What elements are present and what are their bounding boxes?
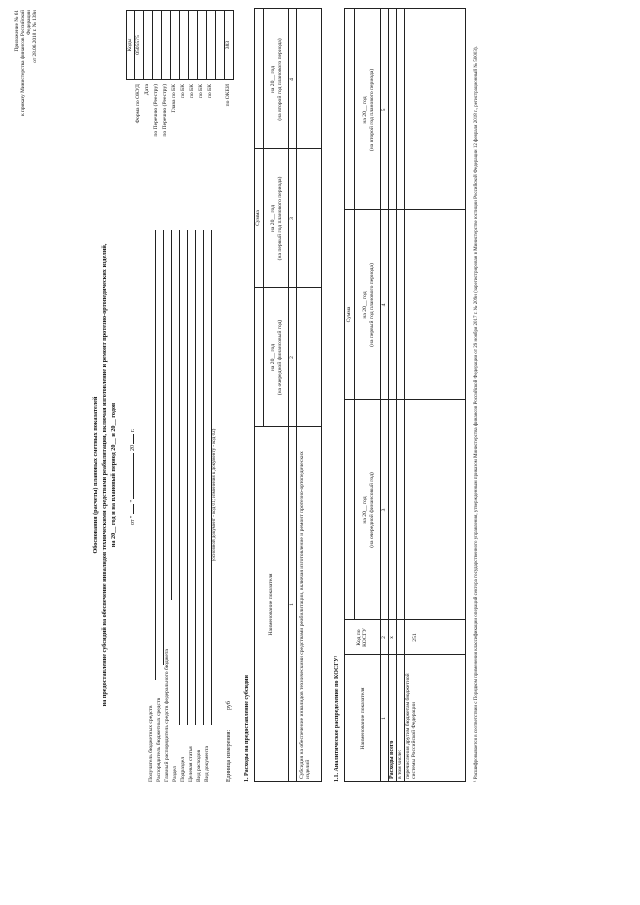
code-label-bk-1: по БК bbox=[180, 84, 186, 99]
code-label-chapter-bk: Глава по БК bbox=[171, 84, 177, 113]
s1-col-3-top: на 20__ год bbox=[270, 204, 276, 233]
unit-value: руб bbox=[226, 701, 232, 710]
s11-num-2: 2 bbox=[381, 636, 387, 639]
appendix-note bbox=[14, 10, 38, 125]
code-value-okei: 383 bbox=[225, 40, 231, 50]
s11-num-1: 1 bbox=[381, 717, 387, 720]
s11-row-total: Расходы всего bbox=[389, 740, 395, 779]
section-1-title: 1. Расходы на предоставление субсидии bbox=[244, 675, 250, 782]
s11-row-total-code: x bbox=[389, 636, 395, 639]
footnote: ¹ Расшифровывается в соответствии с Порядком применения классификации операций сектора государственного управления, утвержденным приказом Министерства финансов Российской Федерации от 29 ноября 2017 г. № 209н (зарегистрирован в Министерстве юстиции Российской Федерации 12 февраля 2018 г., регистрационный № 50003). bbox=[474, 46, 479, 782]
field-target-article: Целевая статья bbox=[188, 746, 194, 782]
s1-num-3: 3 bbox=[289, 217, 295, 220]
field-section: Раздел bbox=[172, 766, 178, 782]
appendix-line-3: от 28.06.2018 г. № 139н bbox=[32, 10, 39, 63]
code-label-bk-4: по БК bbox=[207, 84, 213, 99]
s1-col-2-bottom: (на очередной финансовый год) bbox=[277, 319, 283, 396]
s1-col-3-bottom: (на первый год планового периода) bbox=[277, 176, 283, 261]
field-recipient: Получатель бюджетных средств bbox=[148, 705, 154, 782]
section-1-1-title: 1.1. Аналитическое распределение по КОСГУ¹ bbox=[334, 655, 340, 782]
s11-col-5-top: на 20__ год bbox=[362, 96, 368, 124]
s11-num-4: 4 bbox=[381, 303, 387, 307]
s11-row-including: в том числе: bbox=[397, 749, 403, 779]
s1-sum-header: Сумма bbox=[255, 210, 261, 226]
title-line-1: Обоснования (расчеты) плановых сметных показателей bbox=[92, 396, 99, 554]
s11-col-3-top: на 20__ год bbox=[362, 496, 368, 524]
s11-col-3-bottom: (на очередной финансовый год) bbox=[369, 472, 375, 548]
s11-num-5: 5 bbox=[381, 108, 387, 112]
s1-num-1: 1 bbox=[289, 603, 295, 606]
code-label-registry-1: по Перечню (Реестру) bbox=[153, 84, 159, 137]
code-label-registry-2: по Перечню (Реестру) bbox=[162, 84, 168, 137]
date-year-prefix: 20 bbox=[130, 445, 136, 452]
s11-sum-header: Сумма bbox=[346, 306, 352, 323]
s11-row-transfers: перечисления другим бюджетам бюджетной системы Российской Федерации bbox=[405, 673, 418, 779]
s11-col-code: Код по КОСГУ bbox=[356, 628, 369, 647]
s1-col-2-top: на 20__ год bbox=[270, 343, 276, 372]
codes-header: Коды bbox=[127, 38, 133, 52]
appendix-line-2: к приказу Министерства финансов Российской Федерации bbox=[20, 10, 33, 116]
code-label-bk-2: по БК bbox=[189, 84, 195, 99]
code-label-bk-3: по БК bbox=[198, 84, 204, 99]
title-line-3: на 20__ год и на плановый период 20__ и 20__ годов bbox=[110, 402, 117, 548]
s1-row-subsidy: Субсидия на обеспечение инвалидов техническими средствами реабилитации, включая изготовление и ремонт протезно-ортопедических изделий bbox=[299, 451, 312, 779]
title-line-2: на предоставление субсидий на обеспечение инвалидов техническими средствами реабилитации, включая изготовление и ремонт протезно-ортопедических изделий, bbox=[101, 243, 108, 707]
code-label-date: Дата bbox=[144, 84, 150, 96]
field-expense-type: Вид расходов bbox=[196, 749, 202, 782]
field-chief-distributor: Главный распорядитель средств федерального бюджета bbox=[164, 649, 170, 782]
unit-label: Единица измерения: bbox=[226, 729, 232, 782]
field-subsection: Подраздел bbox=[180, 756, 186, 782]
codes-value-box bbox=[134, 10, 234, 80]
s1-num-2: 2 bbox=[289, 356, 295, 359]
s11-col-5-bottom: (на второй год планового периода) bbox=[369, 68, 375, 152]
doc-type-note: (основной документ - код 01; изменения к документу - код 02) bbox=[212, 428, 217, 562]
appendix-line-1: Приложение № 61 bbox=[14, 10, 20, 52]
s11-row-transfers-code: 251 bbox=[412, 633, 418, 642]
field-document-type: Вид документа bbox=[204, 746, 210, 782]
code-value-okud: 0505575 bbox=[135, 35, 141, 55]
date-from: от " bbox=[130, 515, 136, 525]
s1-col-4-bottom: (на второй год планового периода) bbox=[277, 38, 283, 121]
s11-col-4-top: на 20__ год bbox=[362, 291, 368, 319]
code-label-okei: по ОКЕИ bbox=[225, 84, 231, 107]
s11-col-4-bottom: (на первый год планового периода) bbox=[369, 263, 375, 347]
s1-col-4-top: на 20__ год bbox=[270, 65, 276, 94]
s1-col-name: Наименование показателя bbox=[268, 573, 274, 636]
s11-num-3: 3 bbox=[381, 508, 387, 512]
field-distributor: Распорядитель бюджетных средств bbox=[156, 697, 162, 782]
s11-col-name: Наименование показателя bbox=[360, 687, 366, 750]
date-day-close: " bbox=[130, 500, 136, 503]
date-line bbox=[130, 429, 137, 525]
s1-num-4: 4 bbox=[289, 78, 295, 81]
date-year-suffix: г. bbox=[130, 428, 136, 433]
code-label-okud: Форма по ОКУД bbox=[135, 84, 141, 124]
